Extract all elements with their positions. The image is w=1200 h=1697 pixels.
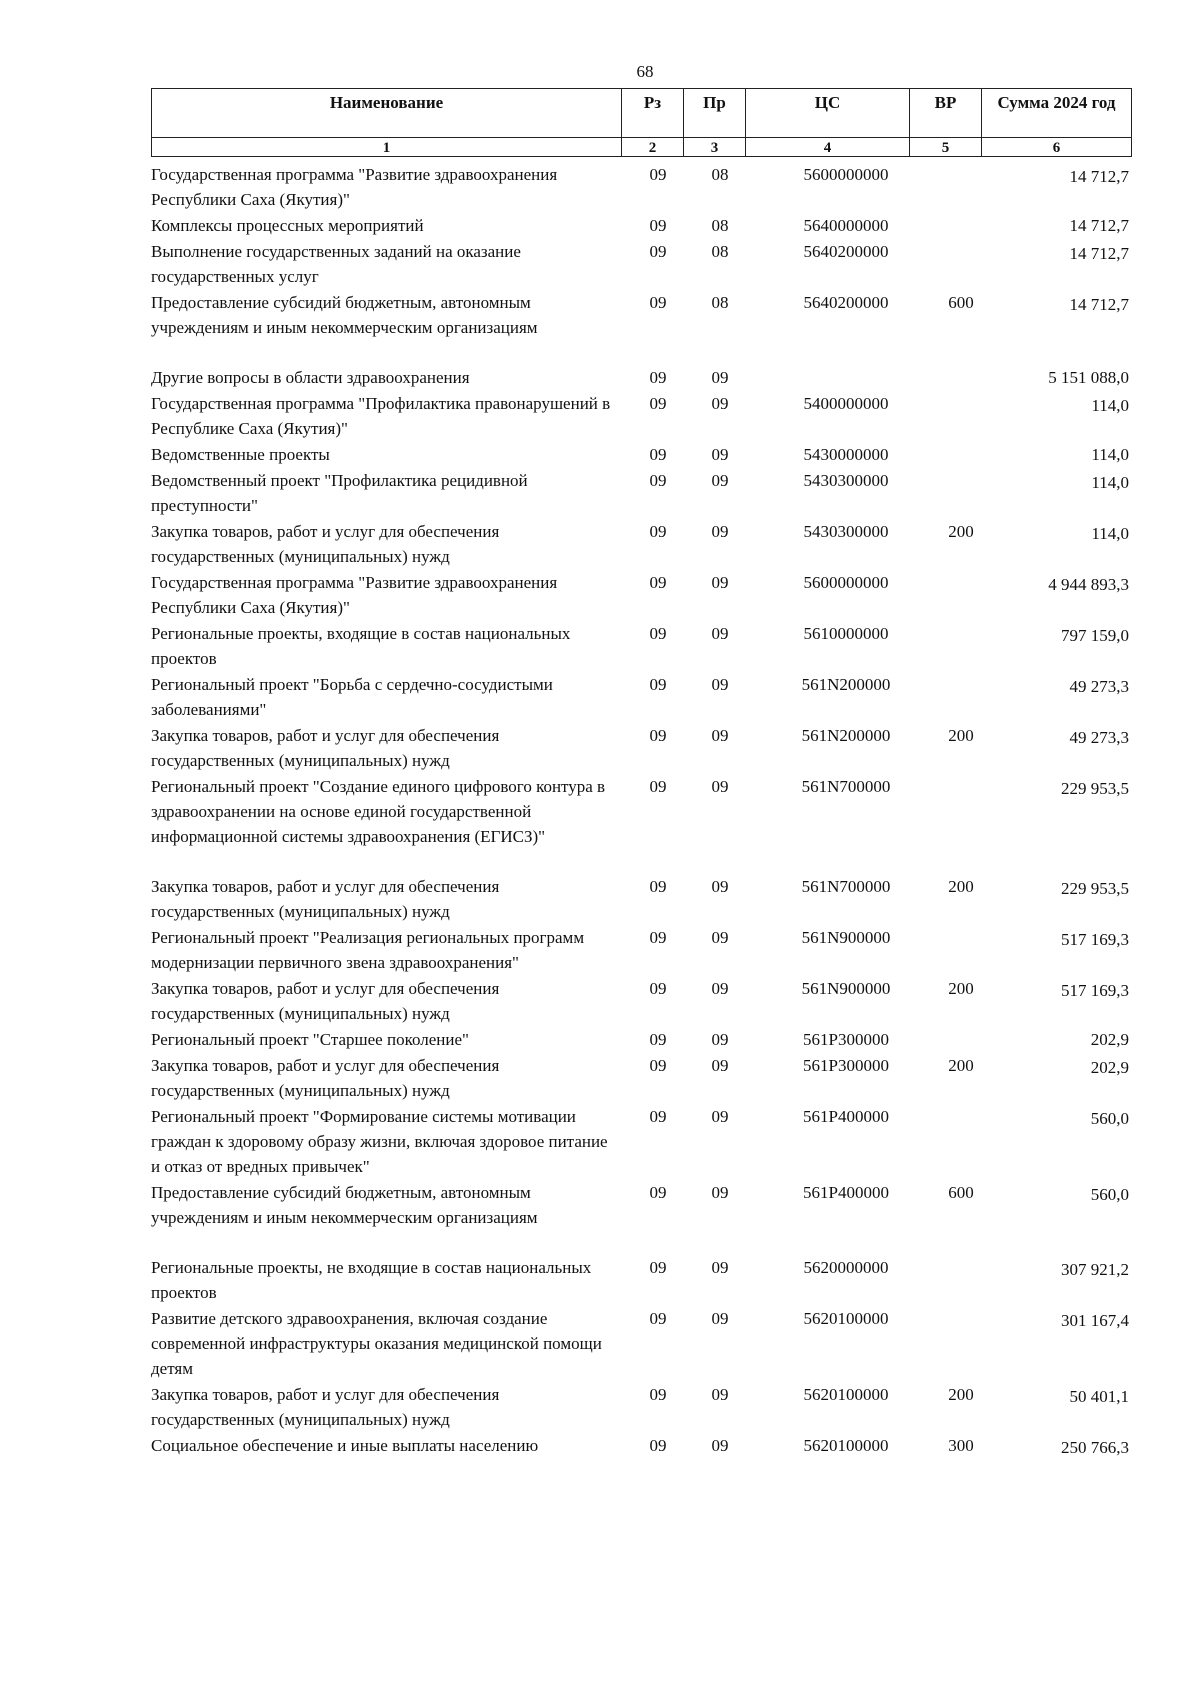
- row-rz: 09: [649, 1056, 667, 1075]
- table-row: [151, 1433, 1131, 1458]
- row-rz: 09: [649, 979, 667, 998]
- row-cs: 561N900000: [801, 979, 891, 998]
- row-name: Социальное обеспечение и иные выплаты населению: [151, 1436, 539, 1455]
- col-number: 5: [910, 138, 982, 157]
- row-vr: 200: [948, 522, 974, 541]
- header-cs: ЦС: [746, 89, 910, 138]
- row-sum: 560,0: [1090, 1185, 1129, 1204]
- row-name: Региональный проект "Борьба с сердечно-сосудистыми заболеваниями": [151, 675, 553, 719]
- row-sum: 114,0: [1091, 396, 1129, 415]
- row-cs: 5620000000: [803, 1258, 889, 1277]
- header-pr: Пр: [684, 89, 746, 138]
- row-name: Закупка товаров, работ и услуг для обеспечения государственных (муниципальных) нужд: [151, 1056, 500, 1100]
- row-cs: 5600000000: [803, 165, 889, 184]
- row-pr: 09: [711, 979, 729, 998]
- row-cs: 5640200000: [803, 293, 889, 312]
- row-cs: 561P300000: [803, 1030, 889, 1049]
- row-sum: 50 401,1: [1069, 1387, 1129, 1406]
- row-pr: 08: [711, 242, 729, 261]
- row-name: Предоставление субсидий бюджетным, автономным учреждениям и иным некоммерческим организациям: [151, 293, 538, 337]
- row-pr: 09: [711, 522, 729, 541]
- table-row: [151, 290, 1131, 340]
- row-vr: 200: [948, 726, 974, 745]
- row-rz: 09: [649, 368, 667, 387]
- col-number: 2: [622, 138, 684, 157]
- row-pr: 09: [711, 877, 729, 896]
- row-name: Закупка товаров, работ и услуг для обеспечения государственных (муниципальных) нужд: [151, 979, 500, 1023]
- row-cs: 5430300000: [803, 471, 889, 490]
- table-row: [151, 1027, 1131, 1052]
- row-name: Выполнение государственных заданий на оказание государственных услуг: [151, 242, 521, 286]
- row-name: Развитие детского здравоохранения, включая создание современной инфраструктуры оказания медицинской помощи детям: [151, 1309, 602, 1378]
- row-pr: 09: [711, 1030, 729, 1049]
- row-vr: 200: [948, 1056, 974, 1075]
- row-name: Государственная программа "Развитие здравоохранения Республики Саха (Якутия)": [151, 165, 558, 209]
- row-vr: 600: [948, 1183, 974, 1202]
- row-sum: 114,0: [1091, 473, 1129, 492]
- row-sum: 14 712,7: [1069, 244, 1129, 263]
- row-cs: 5620100000: [803, 1436, 889, 1455]
- row-sum: 517 169,3: [1061, 981, 1129, 1000]
- row-pr: 09: [711, 1107, 729, 1126]
- table-row: [151, 925, 1131, 975]
- row-rz: 09: [649, 471, 667, 490]
- row-sum: 49 273,3: [1069, 677, 1129, 696]
- row-cs: 561P400000: [803, 1183, 889, 1202]
- table-row: [151, 365, 1131, 390]
- row-sum: 49 273,3: [1069, 728, 1129, 747]
- row-pr: 09: [711, 624, 729, 643]
- row-vr: 200: [948, 979, 974, 998]
- row-rz: 09: [649, 1436, 667, 1455]
- table-row: [151, 162, 1131, 212]
- row-name: Закупка товаров, работ и услуг для обеспечения государственных (муниципальных) нужд: [151, 877, 500, 921]
- row-name: Ведомственные проекты: [151, 445, 330, 464]
- row-pr: 08: [711, 293, 729, 312]
- table-header: [151, 88, 1131, 168]
- table-row: [151, 976, 1131, 1026]
- row-sum: 229 953,5: [1061, 779, 1129, 798]
- row-rz: 09: [649, 165, 667, 184]
- row-cs: 5430000000: [803, 445, 889, 464]
- row-cs: 5640000000: [803, 216, 889, 235]
- row-sum: 307 921,2: [1061, 1260, 1129, 1279]
- row-name: Региональные проекты, входящие в состав национальных проектов: [151, 624, 571, 668]
- table-row: [151, 1382, 1131, 1432]
- row-pr: 09: [711, 777, 729, 796]
- row-rz: 09: [649, 624, 667, 643]
- row-name: Региональный проект "Старшее поколение": [151, 1030, 469, 1049]
- row-pr: 09: [711, 726, 729, 745]
- row-sum: 4 944 893,3: [1048, 575, 1129, 594]
- row-cs: 561N700000: [801, 777, 891, 796]
- row-sum: 202,9: [1090, 1030, 1129, 1049]
- row-vr: 200: [948, 1385, 974, 1404]
- row-sum: 229 953,5: [1061, 879, 1129, 898]
- row-sum: 301 167,4: [1061, 1311, 1129, 1330]
- row-sum: 250 766,3: [1061, 1438, 1129, 1457]
- row-name: Закупка товаров, работ и услуг для обеспечения государственных (муниципальных) нужд: [151, 726, 500, 770]
- row-cs: 561N900000: [801, 928, 891, 947]
- table-row: [151, 239, 1131, 289]
- table-row: [151, 213, 1131, 238]
- table-row: [151, 1053, 1131, 1103]
- row-name: Региональный проект "Создание единого цифрового контура в здравоохранении на основе единой государственной информационной системы здравоохранения (ЕГИСЗ)": [151, 777, 606, 846]
- row-pr: 09: [711, 394, 729, 413]
- row-cs: 5620100000: [803, 1309, 889, 1328]
- row-pr: 09: [711, 573, 729, 592]
- col-number: 4: [746, 138, 910, 157]
- header-rz: Рз: [622, 89, 684, 138]
- row-sum: 14 712,7: [1069, 167, 1129, 186]
- row-sum: 14 712,7: [1069, 295, 1129, 314]
- table-row: [151, 1306, 1131, 1381]
- row-rz: 09: [649, 293, 667, 312]
- col-number: 3: [684, 138, 746, 157]
- table-row: [151, 621, 1131, 671]
- row-rz: 09: [649, 1030, 667, 1049]
- row-rz: 09: [649, 216, 667, 235]
- row-name: Закупка товаров, работ и услуг для обеспечения государственных (муниципальных) нужд: [151, 522, 500, 566]
- row-pr: 09: [711, 1258, 729, 1277]
- row-cs: 561P400000: [803, 1107, 889, 1126]
- row-name: Государственная программа "Развитие здравоохранения Республики Саха (Якутия)": [151, 573, 558, 617]
- budget-table-body: [151, 162, 1131, 1459]
- row-pr: 09: [711, 445, 729, 464]
- row-sum: 114,0: [1091, 524, 1129, 543]
- row-pr: 09: [711, 368, 729, 387]
- row-sum: 797 159,0: [1061, 626, 1129, 645]
- row-vr: 600: [948, 293, 974, 312]
- row-name: Комплексы процессных мероприятий: [151, 216, 424, 235]
- table-row: [151, 442, 1131, 467]
- row-rz: 09: [649, 1385, 667, 1404]
- row-pr: 09: [711, 1056, 729, 1075]
- table-row: [151, 1104, 1131, 1179]
- row-rz: 09: [649, 1258, 667, 1277]
- row-cs: 561N700000: [801, 877, 891, 896]
- row-cs: 5640200000: [803, 242, 889, 261]
- row-cs: 561N200000: [801, 726, 891, 745]
- header-vr: ВР: [910, 89, 982, 138]
- row-rz: 09: [649, 394, 667, 413]
- table-row: [151, 391, 1131, 441]
- row-pr: 09: [711, 1436, 729, 1455]
- row-sum: 114,0: [1091, 445, 1129, 464]
- row-sum: 202,9: [1090, 1058, 1129, 1077]
- row-cs: 5600000000: [803, 573, 889, 592]
- col-number: 6: [982, 138, 1132, 157]
- row-name: Региональный проект "Реализация региональных программ модернизации первичного звена здравоохранения": [151, 928, 585, 972]
- row-rz: 09: [649, 928, 667, 947]
- row-pr: 09: [711, 1183, 729, 1202]
- table-row: [151, 1180, 1131, 1230]
- table-row: [151, 1255, 1131, 1305]
- row-rz: 09: [649, 522, 667, 541]
- row-pr: 09: [711, 471, 729, 490]
- table-row: [151, 723, 1131, 773]
- row-vr: 300: [948, 1436, 974, 1455]
- row-cs: 561P300000: [803, 1056, 889, 1075]
- row-rz: 09: [649, 1183, 667, 1202]
- row-sum: 14 712,7: [1069, 216, 1129, 235]
- header-sum: Сумма 2024 год: [982, 89, 1132, 138]
- row-rz: 09: [649, 242, 667, 261]
- table-row: [151, 874, 1131, 924]
- table-row: [151, 519, 1131, 569]
- row-rz: 09: [649, 1309, 667, 1328]
- table-row: [151, 468, 1131, 518]
- row-name: Региональный проект "Формирование системы мотивации граждан к здоровому образу жизни, включая здоровое питание и отказ от вредных привычек": [151, 1107, 608, 1176]
- row-sum: 560,0: [1090, 1109, 1129, 1128]
- table-row: [151, 570, 1131, 620]
- row-name: Региональные проекты, не входящие в состав национальных проектов: [151, 1258, 592, 1302]
- row-pr: 08: [711, 165, 729, 184]
- row-name: Предоставление субсидий бюджетным, автономным учреждениям и иным некоммерческим организациям: [151, 1183, 538, 1227]
- table-row: [151, 672, 1131, 722]
- page-number: 68: [636, 62, 654, 81]
- row-cs: 561N200000: [801, 675, 891, 694]
- row-name: Государственная программа "Профилактика правонарушений в Республике Саха (Якутия)": [151, 394, 611, 438]
- row-rz: 09: [649, 675, 667, 694]
- col-number: 1: [152, 138, 622, 157]
- row-cs: 5620100000: [803, 1385, 889, 1404]
- row-sum: 517 169,3: [1061, 930, 1129, 949]
- row-name: Закупка товаров, работ и услуг для обеспечения государственных (муниципальных) нужд: [151, 1385, 500, 1429]
- row-vr: 200: [948, 877, 974, 896]
- row-rz: 09: [649, 445, 667, 464]
- row-rz: 09: [649, 777, 667, 796]
- row-sum: 5 151 088,0: [1048, 368, 1129, 387]
- row-rz: 09: [649, 573, 667, 592]
- table-row: [151, 774, 1131, 849]
- row-rz: 09: [649, 1107, 667, 1126]
- row-pr: 09: [711, 1309, 729, 1328]
- row-name: Ведомственный проект "Профилактика рецидивной преступности": [151, 471, 528, 515]
- row-cs: 5610000000: [803, 624, 889, 643]
- row-pr: 09: [711, 928, 729, 947]
- row-pr: 09: [711, 675, 729, 694]
- row-name: Другие вопросы в области здравоохранения: [151, 368, 470, 387]
- row-pr: 08: [711, 216, 729, 235]
- row-pr: 09: [711, 1385, 729, 1404]
- row-cs: 5400000000: [803, 394, 889, 413]
- header-name: Наименование: [152, 89, 622, 138]
- row-rz: 09: [649, 726, 667, 745]
- row-rz: 09: [649, 877, 667, 896]
- row-cs: 5430300000: [803, 522, 889, 541]
